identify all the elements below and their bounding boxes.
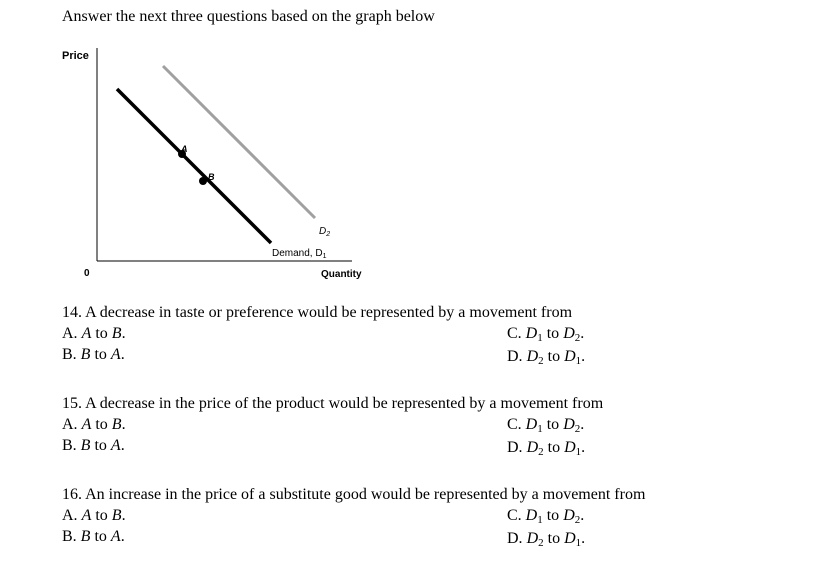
option-d[interactable]: D. $D_2$ to $D_1$. — [507, 530, 586, 549]
question-stem: 15. A decrease in the price of the product would be represented by a movement from — [62, 395, 604, 412]
point-b — [199, 177, 207, 185]
option-c[interactable]: C. $D_1$ to $D_2$. — [507, 507, 585, 526]
option-a[interactable]: A. A to B. — [62, 416, 126, 433]
option-a[interactable]: A. A to B. — [62, 325, 126, 342]
question-stem: 14. A decrease in taste or preference would be represented by a movement from — [62, 304, 573, 321]
point-a-label: A — [181, 144, 188, 154]
d1-label: Demand, $D_1$ — [272, 248, 327, 260]
demand-curve-d2 — [163, 66, 315, 218]
option-d[interactable]: D. $D_2$ to $D_1$. — [507, 439, 586, 458]
question-stem: 16. An increase in the price of a substitute good would be represented by a movement from — [62, 486, 646, 503]
option-c[interactable]: C. $D_1$ to $D_2$. — [507, 416, 585, 435]
d2-label: $D_2$ — [319, 226, 331, 238]
intro-text: Answer the next three questions based on the graph below — [62, 8, 435, 25]
option-a[interactable]: A. A to B. — [62, 507, 126, 524]
point-b-label: B — [208, 172, 215, 182]
option-d[interactable]: D. $D_2$ to $D_1$. — [507, 348, 586, 367]
option-b[interactable]: B. B to A. — [62, 528, 125, 545]
origin-label: 0 — [84, 268, 90, 279]
option-c[interactable]: C. $D_1$ to $D_2$. — [507, 325, 585, 344]
y-axis-label: Price — [62, 50, 89, 62]
demand-curve-d1 — [117, 89, 271, 243]
option-b[interactable]: B. B to A. — [62, 437, 125, 454]
option-b[interactable]: B. B to A. — [62, 346, 125, 363]
x-axis-label: Quantity — [321, 269, 362, 280]
